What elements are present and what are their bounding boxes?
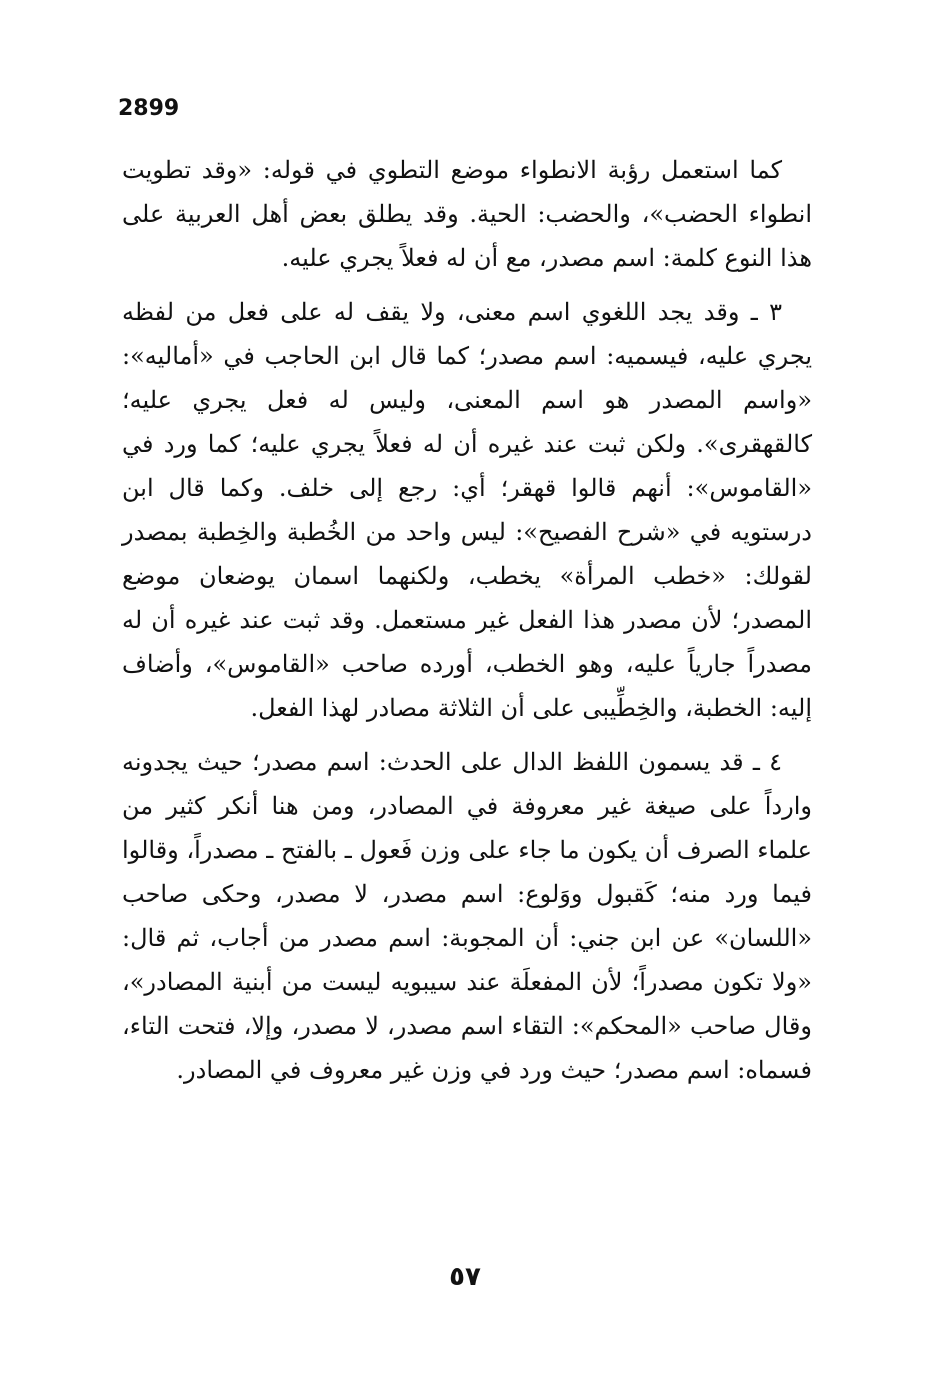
paragraph-2: ٣ ـ وقد يجد اللغوي اسم معنى، ولا يقف له على فعل من لفظه يجري عليه، فيسميه: اسم مصدر؛ كما قال ابن الحاجب في «أماليه»: «واسم المصدر هو اسم المعنى، وليس له فعل يجري عليه؛ كالقهقرى». ولكن ثبت عند غيره أن له فعلاً يجري عليه؛ كما ورد في «القاموس»: أنهم قالوا قهقر؛ أي: رجع إلى خلف. وكما قال ابن درستويه في «شرح الفصيح»: ليس واحد من الخُطبة والخِطبة بمصدر لقولك: «خطب المرأة» يخطب، ولكنهما اسمان يوضعان موضع المصدر؛ لأن مصدر هذا الفعل غير مستعمل. وقد ثبت عند غيره أن له مصدراً جارياً عليه، وهو الخطب، أورده صاحب «القاموس»، وأضاف إليه: الخطبة، والخِطِّيبى على أن الثلاثة مصادر لهذا الفعل. xyxy=(122,298,812,722)
document-body xyxy=(122,148,812,1102)
paragraph-1: كما استعمل رؤبة الانطواء موضع التطوي في قوله: «وقد تطويت انطواء الحضب»، والحضب: الحية. وقد يطلق بعض أهل العربية على هذا النوع كلمة: اسم مصدر، مع أن له فعلاً يجري عليه. xyxy=(122,156,812,272)
paragraph-3: ٤ ـ قد يسمون اللفظ الدال على الحدث: اسم مصدر؛ حيث يجدونه وارداً على صيغة غير معروفة في المصادر، ومن هنا أنكر كثير من علماء الصرف أن يكون ما جاء على وزن فَعول ـ بالفتح ـ مصدراً، وقالوا فيما ورد منه؛ كَقبول ووَلوع: اسم مصدر، لا مصدر، وحكى صاحب «اللسان» عن ابن جني: أن المجوبة: اسم مصدر من أجاب، ثم قال: «ولا تكون مصدراً؛ لأن المفعلَة عند سيبويه ليست من أبنية المصادر»، وقال صاحب «المحكم»: التقاء اسم مصدر، لا مصدر، وإلا، فتحت التاء، فسماه: اسم مصدر؛ حيث ورد في وزن غير معروف في المصادر. xyxy=(122,748,813,1084)
page-number-top: 2899 xyxy=(118,96,180,121)
page-number-bottom: ٥٧ xyxy=(449,1262,481,1292)
